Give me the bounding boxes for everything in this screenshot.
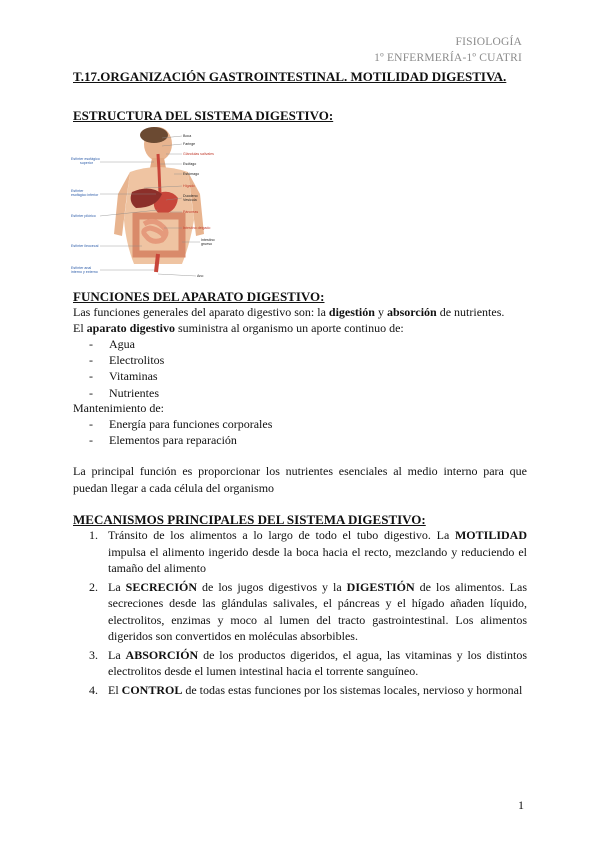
- list-item: 1. Tránsito de los alimentos a lo largo de todo el tubo digestivo. La MOTILIDAD impulsa el alimento ingerido desde la boca hacia el recto, mezclando y reduciendo el tamaño del alimento: [89, 528, 527, 575]
- maintenance-label: Mantenimiento de:: [73, 401, 164, 415]
- label-ano: Ano: [197, 274, 204, 278]
- list-item: - Electrolitos: [89, 352, 164, 368]
- list-item: 4. El CONTROL de todas estas funciones por los sistemas locales, nervioso y hormonal: [89, 682, 523, 697]
- list-item: 3. La ABSORCIÓN de los productos digeridos, el agua, las vitaminas y los distintos electrolitos desde el lumen intestinal hacia el torrente sanguíneo.: [89, 647, 528, 678]
- mechanisms-list: [73, 527, 527, 700]
- label-esfinter-ileocecal: Esfínter ileocecal: [71, 244, 99, 248]
- label-estomago: Estómago: [183, 172, 200, 176]
- running-header: [374, 34, 522, 66]
- section-heading-structure: ESTRUCTURA DEL SISTEMA DIGESTIVO:: [73, 108, 334, 123]
- list-item: - Vitaminas: [89, 368, 164, 384]
- label-intestino-grueso: Intestino: [201, 238, 215, 242]
- bold-aparato-digestivo: aparato digestivo: [86, 321, 176, 335]
- label-esofago: Esófago: [183, 162, 197, 166]
- digestive-system-illustration: [70, 124, 238, 284]
- label-pancreas: Páncreas: [183, 210, 199, 214]
- list-item: - Nutrientes: [89, 385, 164, 401]
- label-duodeno: Duodeno: [183, 194, 198, 198]
- label-glandulas-salivales: Glándulas salivales: [183, 152, 214, 156]
- bold-digestion-caps: DIGESTIÓN: [346, 579, 415, 594]
- main-function-paragraph: La principal función es proporcionar los nutrientes esenciales al medio interno para que puedan llegar a cada célula del organismo: [73, 464, 527, 495]
- label-vesicula: Vesícula: [183, 198, 197, 202]
- functions-paragraph-2: El aparato digestivo suministra al organismo un aporte continuo de:: [73, 321, 404, 335]
- bold-secrecion: SECRECIÓN: [125, 579, 198, 594]
- list-item: 2. La SECRECIÓN de los jugos digestivos y la DIGESTIÓN de los alimentos. Las secreciones desde las glándulas salivales, el páncreas y el hígado añaden líquido, electrolitos, enzimas y moco al lumen del tracto gastrointestinal. Los alimentos digeridos son convertidos en moléculas absorbibles.: [89, 579, 527, 643]
- maintenance-list: [89, 416, 272, 448]
- header-subject: FISIOLOGÍA: [455, 36, 522, 48]
- bold-absorcion-caps: ABSORCIÓN: [125, 647, 199, 662]
- label-esfinter-esofagico-inferior: Esfínter: [71, 189, 84, 193]
- svg-text:superior: superior: [80, 161, 93, 165]
- label-faringe: Faringe: [183, 142, 196, 146]
- list-item: - Elementos para reparación: [89, 432, 272, 448]
- section-heading-mechanisms: MECANISMOS PRINCIPALES DEL SISTEMA DIGESTIVO:: [73, 512, 426, 527]
- section-heading-functions: FUNCIONES DEL APARATO DIGESTIVO:: [73, 289, 325, 304]
- label-esfinter-pilorico: Esfínter pilórico: [71, 214, 96, 218]
- page-number: 1: [518, 798, 524, 812]
- bold-absorcion: absorción: [386, 305, 437, 319]
- label-esfinter-esofagico-superior: Esfínter esofágico: [71, 157, 100, 161]
- functions-paragraph-1: Las funciones generales del aparato digestivo son: la digestión y absorción de nutrientes.: [73, 305, 505, 319]
- supply-list: [89, 336, 164, 401]
- bold-motilidad: MOTILIDAD: [454, 528, 527, 542]
- label-intestino-delgado: Intestino delgado: [183, 226, 211, 230]
- header-course: 1º ENFERMERÍA-1º CUATRI: [374, 52, 522, 64]
- bold-digestion: digestión: [328, 305, 375, 319]
- svg-text:interno y externo: interno y externo: [71, 270, 98, 274]
- list-item: - Agua: [89, 336, 164, 352]
- label-boca: Boca: [183, 134, 192, 138]
- bold-control: CONTROL: [121, 682, 183, 697]
- label-higado: Hígado: [183, 184, 195, 188]
- svg-text:grueso: grueso: [201, 242, 212, 246]
- list-item: - Energía para funciones corporales: [89, 416, 272, 432]
- page-title: T.17.ORGANIZACIÓN GASTROINTESTINAL. MOTILIDAD DIGESTIVA.: [73, 69, 507, 84]
- svg-text:esofágico inferior: esofágico inferior: [71, 193, 99, 197]
- label-esfinter-anal: Esfínter anal: [71, 266, 92, 270]
